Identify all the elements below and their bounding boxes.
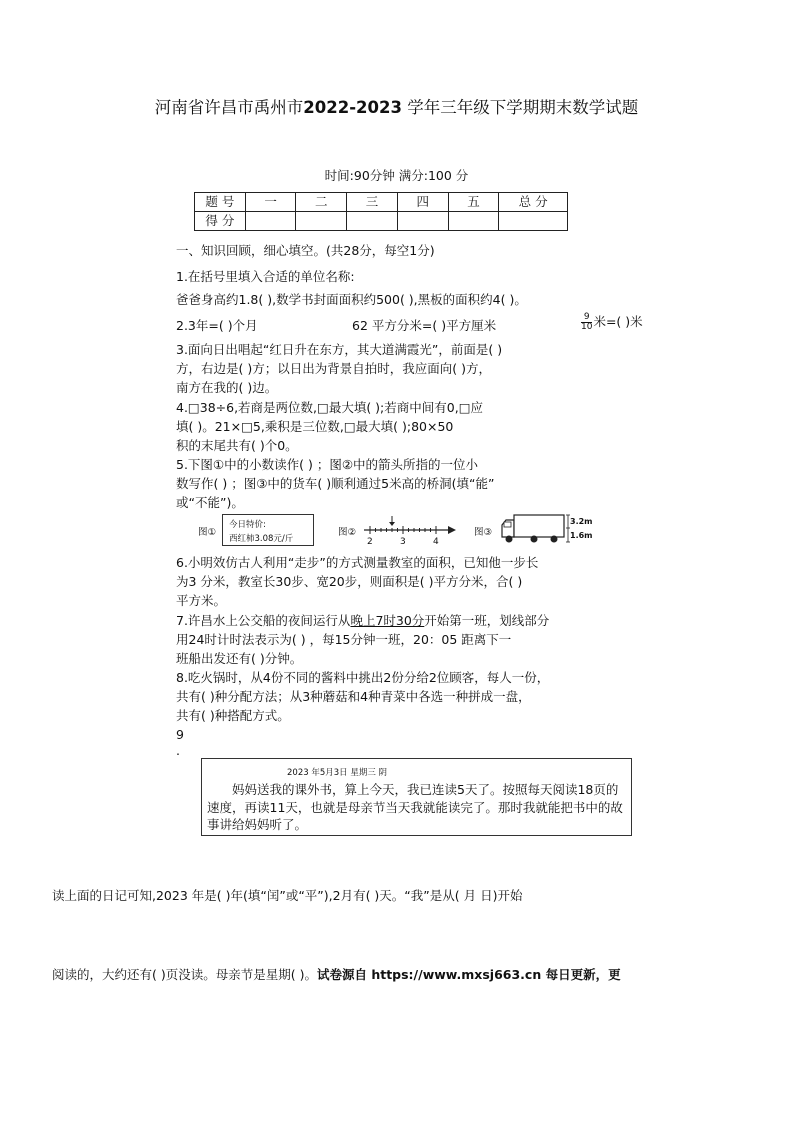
tick-label: 4 [433, 537, 439, 546]
fraction-numerator: 9 [581, 313, 592, 323]
q5-line: 或“不能”)。 [176, 495, 244, 510]
score-cell: 一 [245, 193, 296, 212]
arrow-down-icon [389, 522, 395, 526]
figure-2-label: 图② [338, 527, 357, 538]
score-cell: 三 [347, 193, 398, 212]
time-score-line: 时间:90分钟 满分:100 分 [324, 168, 469, 183]
score-cell: 四 [397, 193, 448, 212]
q2-part-b: 62 平方分米=( )平方厘米 [352, 318, 497, 333]
score-cell: 二 [296, 193, 347, 212]
figure-1-label: 图① [198, 527, 217, 538]
truck-figure [498, 511, 598, 547]
truck-icon [502, 515, 564, 543]
tick-label: 3 [400, 537, 406, 546]
q1-line: 爸爸身高约1.8( ),数学书封面面积约500( ),黑板的面积约4( )。 [176, 292, 527, 307]
q7-underlined-time: 晚上7时30分 [350, 613, 425, 628]
q1-stem: 1.在括号里填入合适的单位名称: [176, 269, 355, 284]
q7-text: 7.许昌水上公交船的夜间运行从 [176, 613, 351, 628]
q7-line: 班船出发还有( )分钟。 [176, 651, 303, 666]
q5-line: 5.下图①中的小数读作( ) ；图②中的箭头所指的一位小 [176, 457, 479, 472]
diary-text: 妈妈送我的课外书，算上今天，我已连读5天了。按照每天阅读18页的速度，再读11天，也就是母亲节当天我就能读完了。那时我就能把书中的故事讲给妈妈听了。 [207, 782, 623, 832]
tick-label: 2 [367, 537, 373, 546]
q4-line: 填( )。21×□5,乘积是三位数,□最大填( );80×50 [176, 419, 454, 434]
score-table-score-row [195, 212, 568, 231]
q2-part-a: 2.3年=( )个月 [176, 318, 258, 333]
score-table [194, 192, 568, 231]
q9-question-line: 读上面的日记可知,2023 年是( )年(填“闰”或“平”),2月有( )天。“我”是从( 月 日)开始 [52, 888, 523, 903]
q5-line: 数写作( ) ；图③中的货车( )顺利通过5米高的桥洞(填“能” [176, 476, 495, 491]
q9-question-line [52, 965, 621, 983]
fraction-denominator: 10 [581, 322, 593, 332]
title-years: 2022-2023 [303, 98, 402, 117]
q4-line: 积的末尾共有( )个0。 [176, 438, 298, 453]
source-note: 试卷源自 https://www.mxsj663.cn 每日更新，更 [316, 967, 621, 982]
q9-dot: . [176, 743, 180, 758]
fraction [581, 313, 592, 332]
q9-number: 9 [176, 727, 184, 742]
score-input-cell[interactable] [296, 212, 347, 231]
height-label: 3.2m [570, 517, 593, 526]
score-input-cell[interactable] [397, 212, 448, 231]
q7-text: 开始第一班，划线部分 [424, 613, 550, 628]
title-suffix: 学年三年级下学期期末数学试题 [401, 98, 639, 117]
q7-line: 用24时计时法表示为( ) ，每15分钟一班，20：05 距离下一 [176, 632, 512, 647]
price-sign-line2: 西红柿3.08元/斤 [229, 534, 294, 544]
q3-line: 方，右边是( )方；以日出为背景自拍时，我应面向( )方， [176, 361, 491, 376]
section1-heading: 一、知识回顾，细心填空。(共28分，每空1分) [176, 243, 435, 258]
score-table-header-row [195, 193, 568, 212]
q6-line: 平方米。 [176, 593, 227, 608]
q3-line: 南方在我的( )边。 [176, 380, 278, 395]
q8-line: 8.吃火锅时，从4份不同的酱料中挑出2份分给2位顾客，每人一份， [176, 670, 550, 685]
q8-line: 共有( )种分配方法；从3种蘑菇和4种青菜中各选一种拼成一盘， [176, 689, 531, 704]
q7-line [176, 612, 549, 630]
q9-text: 阅读的，大约还有( )页没读。母亲节是星期( )。 [52, 967, 317, 982]
score-input-cell[interactable] [347, 212, 398, 231]
number-line-figure [362, 514, 457, 546]
score-cell: 题 号 [195, 193, 246, 212]
score-input-cell[interactable] [499, 212, 568, 231]
title-prefix: 河南省许昌市禹州市 [154, 98, 304, 117]
q3-line: 3.面向日出唱起“红日升在东方，其大道满霞光”，前面是( ) [176, 342, 503, 357]
price-sign-figure [222, 514, 314, 546]
diary-box [201, 758, 632, 836]
score-cell: 五 [448, 193, 499, 212]
q2-part-c-text: 米=( )米 [593, 314, 643, 329]
figure-3-label: 图③ [474, 527, 493, 538]
score-cell: 得 分 [195, 212, 246, 231]
score-cell: 总 分 [499, 193, 568, 212]
score-input-cell[interactable] [448, 212, 499, 231]
height-label: 1.6m [570, 531, 593, 540]
score-input-cell[interactable] [245, 212, 296, 231]
q8-line: 共有( )种搭配方式。 [176, 708, 290, 723]
diary-header: 2023 年5月3日 星期三 阴 [287, 768, 388, 778]
q6-line: 为3 分米，教室长30步、宽20步，则面积是( )平方分米，合( ) [176, 574, 523, 589]
q6-line: 6.小明效仿古人利用“走步”的方式测量教室的面积，已知他一步长 [176, 555, 539, 570]
q2-part-c [580, 313, 643, 332]
price-sign-line1: 今日特价: [229, 520, 266, 530]
page-title [0, 94, 793, 118]
q4-line: 4.□38÷6,若商是两位数,□最大填( );若商中间有0,□应 [176, 400, 484, 415]
